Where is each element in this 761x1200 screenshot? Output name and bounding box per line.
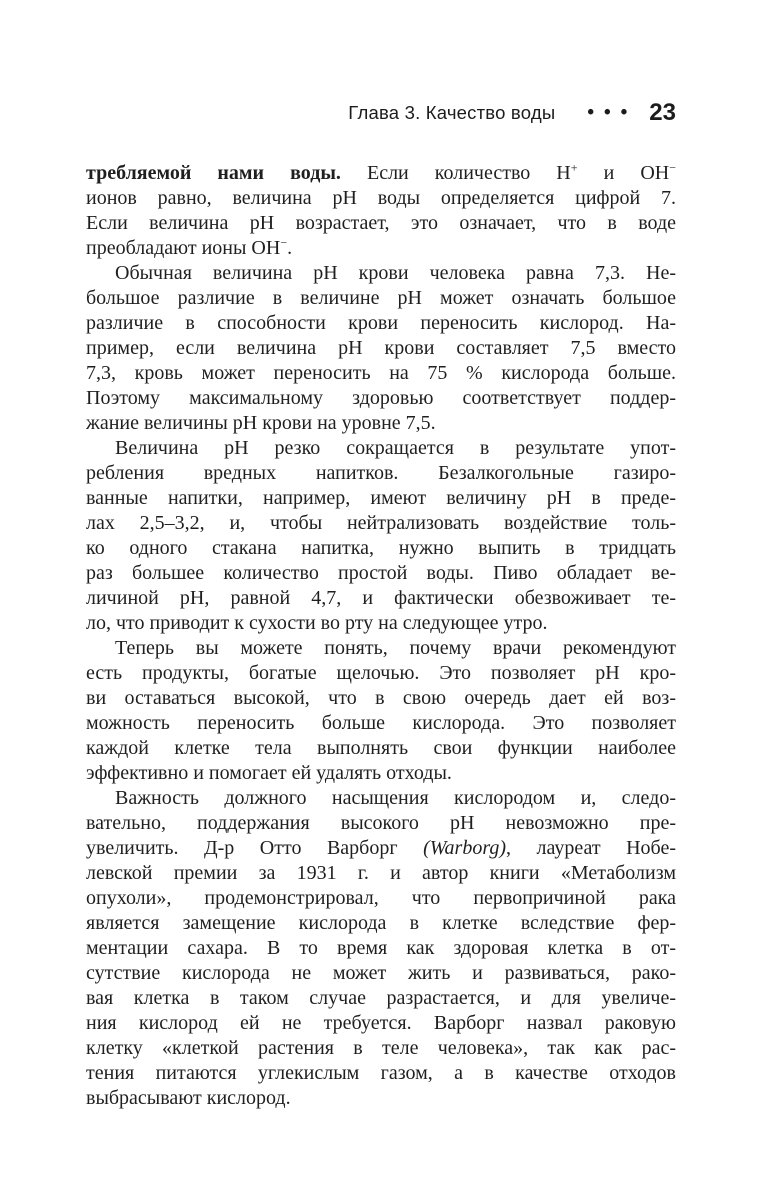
text-segment: + [570, 160, 578, 175]
text-line [86, 311, 676, 336]
text-line [86, 186, 676, 211]
text-segment: ментации сахара. В то время как здоровая клетка в от- [86, 937, 676, 959]
text-segment: каждой клетке тела выполнять свои функции наиболее [86, 737, 676, 759]
text-line [86, 911, 676, 936]
text-line [86, 636, 676, 661]
text-segment: ви оставаться высокой, что в свою очередь дает ей воз- [86, 687, 676, 709]
text-line [86, 586, 676, 611]
text-segment: и OH [577, 162, 670, 184]
text-segment: Поэтому максимальному здоровью соответствует поддер- [86, 387, 676, 409]
text-line [86, 161, 676, 186]
text-line [86, 786, 676, 811]
text-segment: можность переносить больше кислорода. Это позволяет [86, 712, 676, 734]
text-line [86, 836, 676, 861]
text-segment: , лауреат Нобе- [506, 837, 676, 859]
text-segment: преобладают ионы OH [86, 237, 281, 259]
paragraph [86, 436, 676, 636]
text-segment: тения питаются углекислым газом, а в качестве отходов [86, 1062, 676, 1084]
text-segment: большое различие в величине pH может означать большое [86, 287, 676, 309]
text-segment: левской премии за 1931 г. и автор книги «Метаболизм [86, 862, 676, 884]
text-segment: есть продукты, богатые щелочью. Это позволяет pH кро- [86, 662, 676, 684]
text-segment: Величина pH резко сокращается в результате упот- [115, 437, 676, 459]
text-segment: является замещение кислорода в клетке вследствие фер- [86, 912, 676, 934]
text-segment: − [669, 160, 676, 175]
text-line [86, 761, 676, 786]
text-line [86, 411, 676, 436]
chapter-title: Глава 3. Качество воды [348, 102, 556, 123]
text-line [86, 261, 676, 286]
text-segment: ния кислород ей не требуется. Варборг назвал раковую [86, 1012, 676, 1034]
text-segment: эффективно и помогает ей удалять отходы. [86, 762, 452, 784]
text-line [86, 236, 676, 261]
running-header [348, 99, 676, 127]
paragraph [86, 786, 676, 1111]
text-segment: выбрасывают кислород. [86, 1087, 291, 1109]
text-segment: Обычная величина pH крови человека равна 7,3. Не- [115, 262, 676, 284]
text-line [86, 336, 676, 361]
text-line [86, 686, 676, 711]
text-line [86, 561, 676, 586]
text-line [86, 211, 676, 236]
header-dots-ornament: ••• [587, 102, 638, 123]
text-line [86, 736, 676, 761]
text-line [86, 1011, 676, 1036]
text-line [86, 486, 676, 511]
text-segment: увеличить. Д-р Отто Варборг [86, 837, 424, 859]
text-segment: − [280, 235, 288, 250]
text-line [86, 511, 676, 536]
text-segment: лах 2,5–3,2, и, чтобы нейтрализовать воздействие толь- [86, 512, 676, 534]
text-line [86, 461, 676, 486]
text-line [86, 1036, 676, 1061]
text-segment: жание величины pH крови на уровне 7,5. [86, 412, 436, 434]
text-line [86, 1086, 676, 1111]
text-segment: ванные напитки, например, имеют величину pH в преде- [86, 487, 676, 509]
text-segment: . [287, 237, 293, 259]
text-segment: различие в способности крови переносить кислород. На- [86, 312, 676, 334]
text-line [86, 711, 676, 736]
text-segment: 7,3, кровь может переносить на 75 % кислорода больше. [86, 362, 676, 384]
text-segment: вая клетка в таком случае разрастается, и для увеличе- [86, 987, 676, 1009]
text-line [86, 961, 676, 986]
text-segment: ионов равно, величина pH воды определяется цифрой 7. [86, 187, 676, 209]
text-line [86, 936, 676, 961]
text-segment: (Warborg) [423, 837, 507, 859]
text-line [86, 386, 676, 411]
text-line [86, 986, 676, 1011]
paragraph [86, 161, 676, 261]
text-segment: Если величина pH возрастает, это означает, что в воде [86, 212, 676, 234]
text-line [86, 361, 676, 386]
text-segment: Теперь вы можете понять, почему врачи рекомендуют [115, 637, 676, 659]
text-line [86, 286, 676, 311]
text-line [86, 811, 676, 836]
text-segment: требляемой нами воды. [86, 162, 341, 184]
text-line [86, 886, 676, 911]
text-line [86, 861, 676, 886]
page-number: 23 [649, 99, 676, 126]
text-segment: вательно, поддержания высокого pH невозможно пре- [86, 812, 676, 834]
text-segment: опухоли», продемонстрировал, что первопричиной рака [86, 887, 676, 909]
text-segment: сутствие кислорода не может жить и развиваться, рако- [86, 962, 676, 984]
text-segment: ко одного стакана напитка, нужно выпить в тридцать [86, 537, 676, 559]
text-line [86, 536, 676, 561]
text-segment: Если количество H [340, 162, 571, 184]
text-segment: пример, если величина pH крови составляет 7,5 вместо [86, 337, 676, 359]
text-segment: клетку «клеткой растения в теле человека», так как рас- [86, 1037, 676, 1059]
text-segment: ребления вредных напитков. Безалкогольные газиро- [86, 462, 676, 484]
text-segment: ло, что приводит к сухости во рту на следующее утро. [86, 612, 548, 634]
body-text [86, 161, 676, 1111]
text-line [86, 1061, 676, 1086]
paragraph [86, 636, 676, 786]
text-segment: раз большее количество простой воды. Пиво обладает ве- [86, 562, 676, 584]
text-segment: личиной pH, равной 4,7, и фактически обезвоживает те- [86, 587, 676, 609]
text-line [86, 611, 676, 636]
text-line [86, 661, 676, 686]
paragraph [86, 261, 676, 436]
text-segment: Важность должного насыщения кислородом и, следо- [115, 787, 676, 809]
text-line [86, 436, 676, 461]
